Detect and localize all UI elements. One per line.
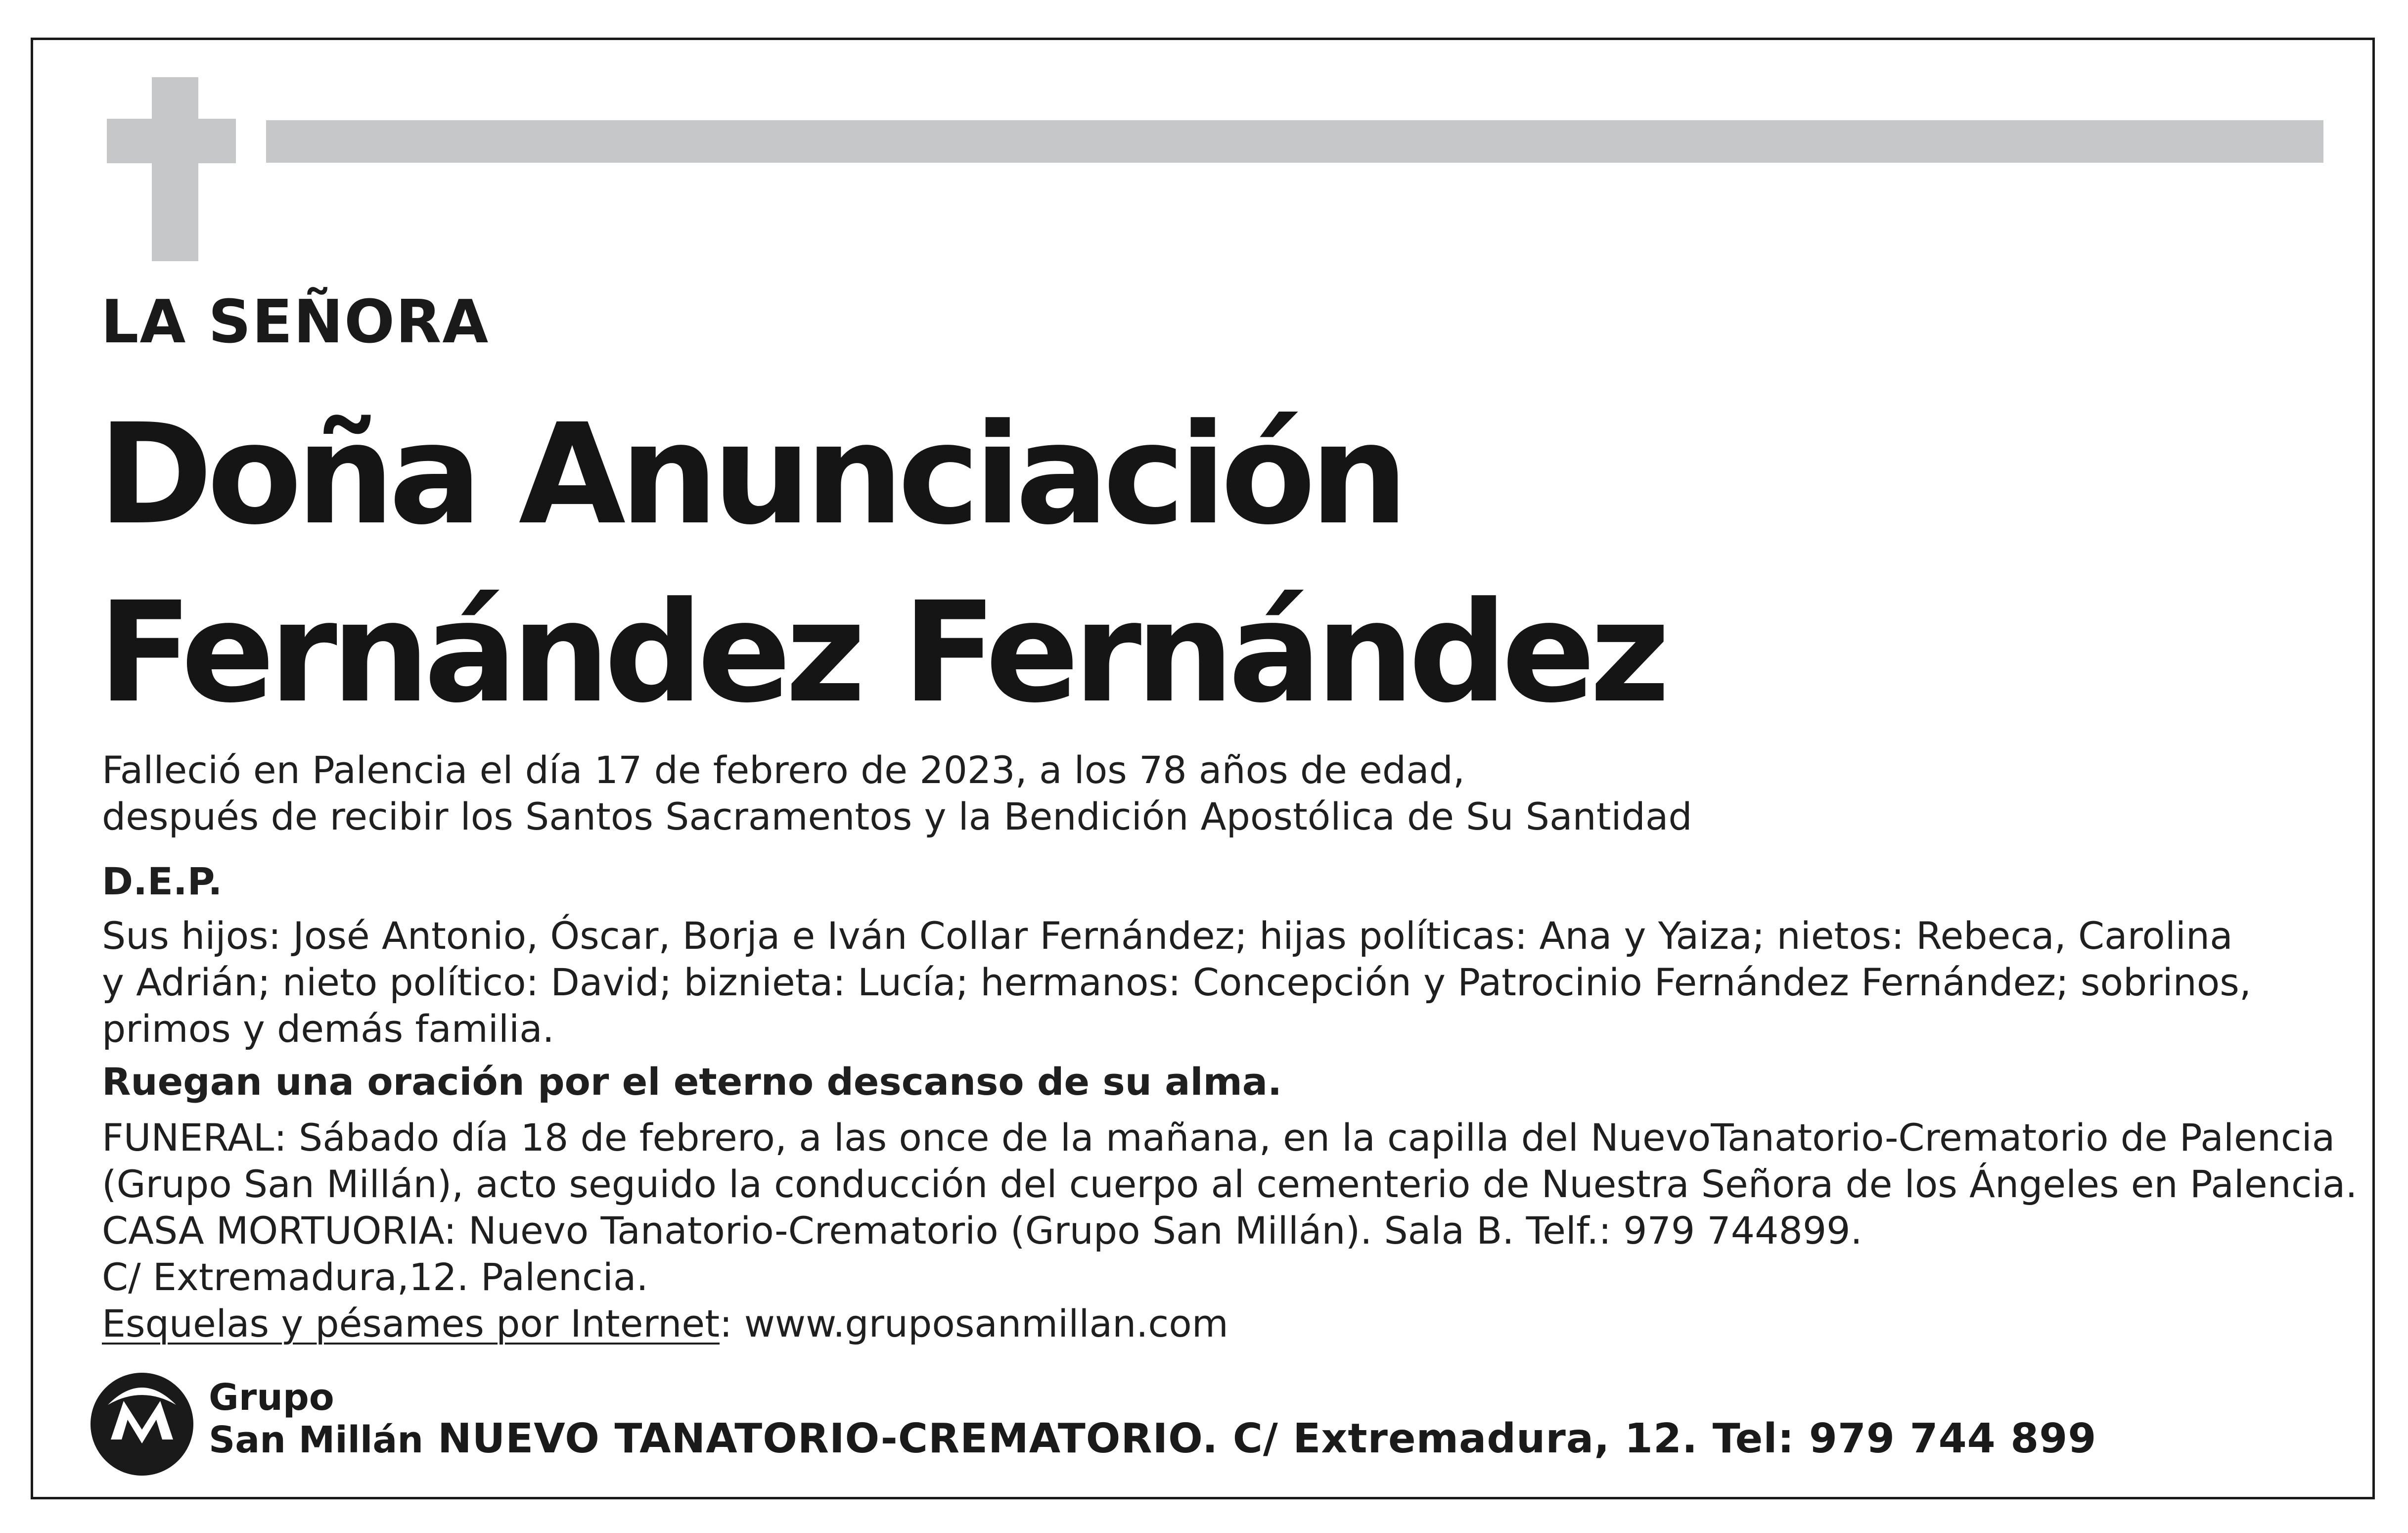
family-line: y Adrián; nieto político: David; biznieta: Lucía; hermanos: Concepción y Patrocinio Fernández Fernández; sobrinos, xyxy=(102,960,2251,1004)
funeral-details xyxy=(102,1115,2358,1347)
cross-icon-vertical xyxy=(152,77,198,261)
funeral-line: CASA MORTUORIA: Nuevo Tanatorio-Crematorio (Grupo San Millán). Sala B. Telf.: 979 744899. xyxy=(102,1208,1863,1253)
logo-text-line-1: Grupo xyxy=(209,1376,334,1419)
prayer-request: Ruegan una oración por el eterno descanso de su alma. xyxy=(102,1060,1282,1104)
footer-address: NUEVO TANATORIO-CREMATORIO. C/ Extremadura, 12. Tel: 979 744 899 xyxy=(438,1415,2097,1462)
cross-icon-horizontal xyxy=(107,119,236,163)
grupo-san-millan-logo-icon xyxy=(88,1370,196,1478)
internet-url: : www.gruposanmillan.com xyxy=(720,1301,1228,1346)
deceased-name-line-1: Doña Anunciación xyxy=(98,394,1403,556)
funeral-line: (Grupo San Millán), acto seguido la conducción del cuerpo al cementerio de Nuestra Señora de los Ángeles en Palencia. xyxy=(102,1162,2358,1206)
family-list xyxy=(102,913,2327,1052)
funeral-line: FUNERAL: Sábado día 18 de febrero, a las once de la mañana, en la capilla del NuevoTanatorio-Crematorio de Palencia xyxy=(102,1115,2335,1160)
honorific: LA SEÑORA xyxy=(101,288,490,357)
logo-text xyxy=(209,1376,423,1461)
family-line: Sus hijos: José Antonio, Óscar, Borja e Iván Collar Fernández; hijas políticas: Ana y Yaiza; nietos: Rebeca, Carolina xyxy=(102,914,2233,958)
death-notice-line: después de recibir los Santos Sacramentos y la Bendición Apostólica de Su Santidad xyxy=(102,794,1692,838)
deceased-name-line-2: Fernández Fernández xyxy=(98,572,1665,734)
internet-line xyxy=(102,1301,2327,1347)
funeral-line: C/ Extremadura,12. Palencia. xyxy=(102,1255,648,1299)
internet-label-link[interactable]: Esquelas y pésames por Internet xyxy=(102,1301,720,1346)
logo-text-line-2: San Millán xyxy=(209,1419,424,1461)
death-notice-line: Falleció en Palencia el día 17 de febrero de 2023, a los 78 años de edad, xyxy=(102,748,1465,792)
death-notice xyxy=(102,747,2327,840)
dep-label: D.E.P. xyxy=(102,859,223,903)
header-bar xyxy=(266,120,2323,163)
family-line: primos y demás familia. xyxy=(102,1007,554,1051)
